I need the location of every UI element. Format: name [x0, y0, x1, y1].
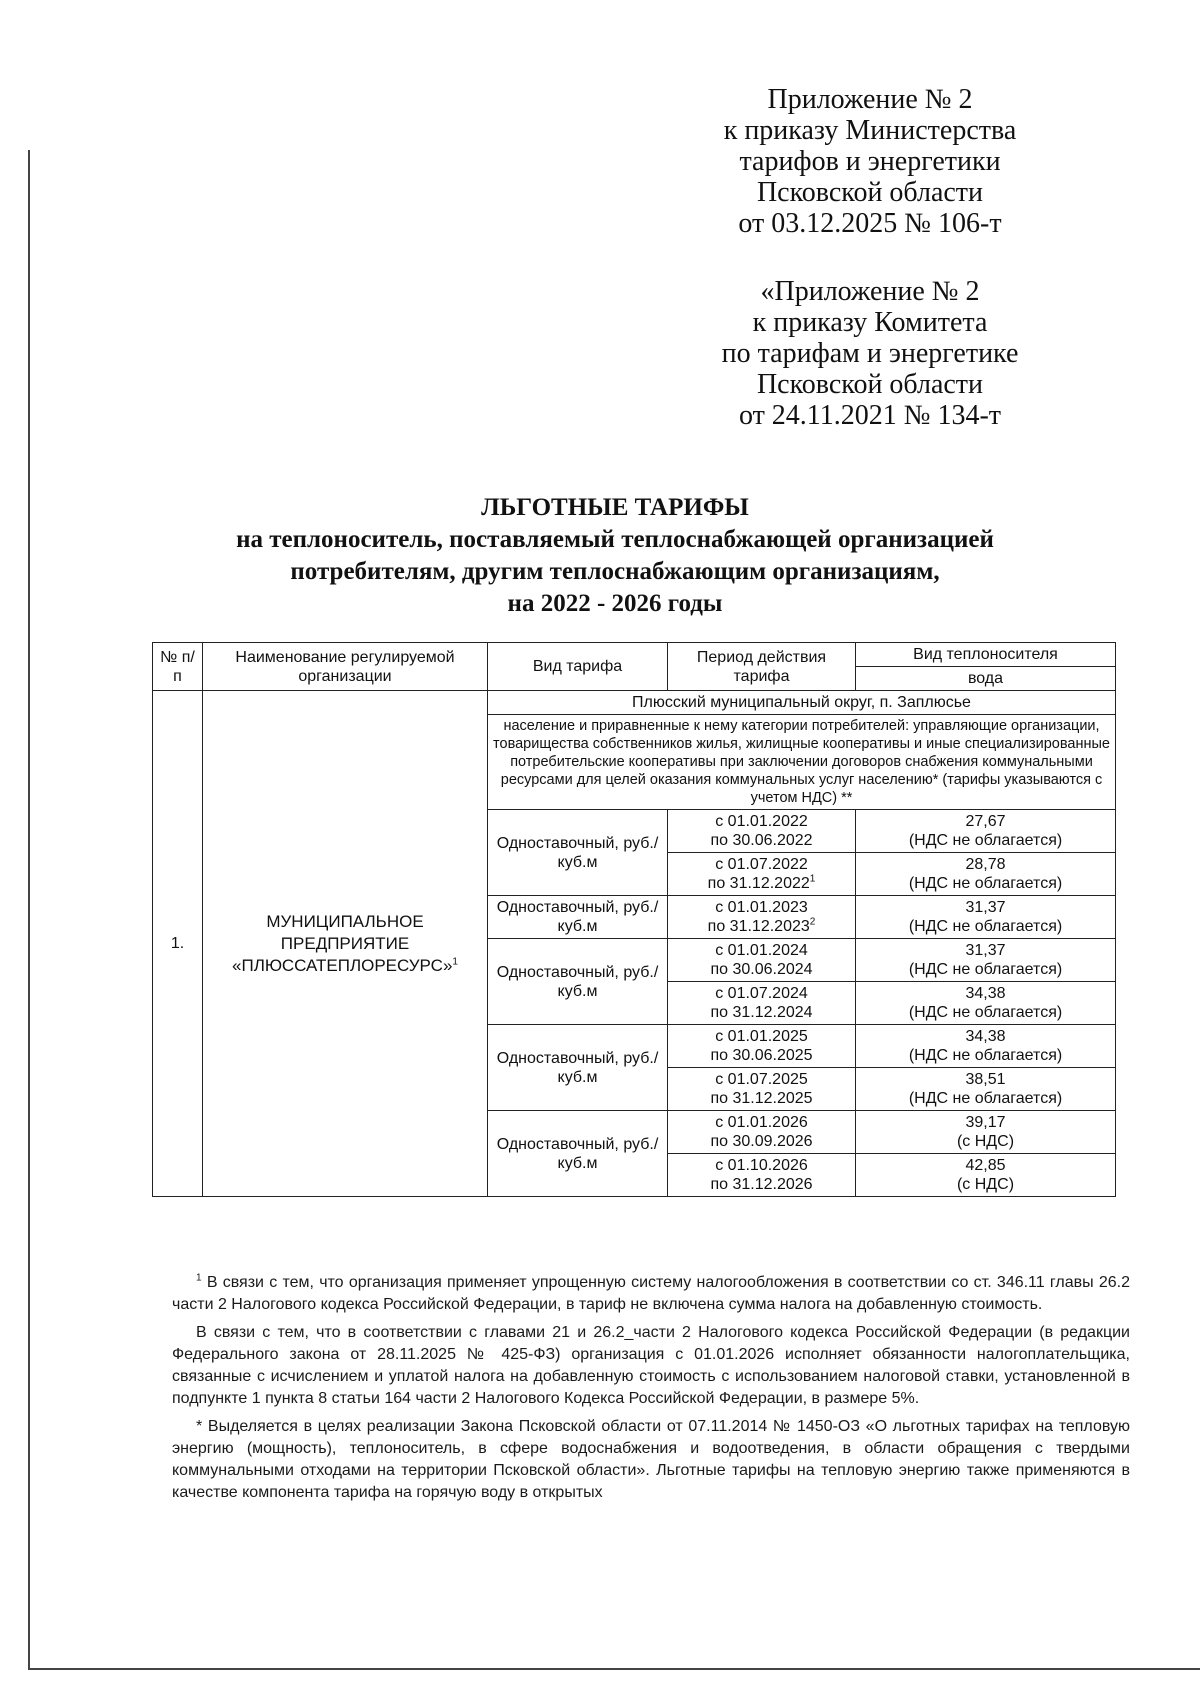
- tariff-value: 34,38: [965, 985, 1006, 1002]
- period-from: с 01.01.2023: [715, 899, 808, 916]
- footnote-star: * Выделяется в целях реализации Закона Псковской области от 07.11.2014 № 1450-ОЗ «О льготных тарифах на тепловую энергию (мощность), теплоноситель, в сфере водоснабжения и водоотведения, в области обращения с твердыми коммунальными отходами на территории Псковской области». Льготные тарифы на тепловую энергию также применяются в качестве компонента тарифа на горячую воду в открытых: [172, 1418, 1130, 1501]
- period-cell: [668, 1068, 856, 1111]
- header-carrier: Вид теплоносителя: [856, 643, 1116, 667]
- quoted-line: Псковской области: [756, 369, 984, 400]
- quoted-line: к приказу Комитета: [752, 307, 988, 338]
- value-cell: [856, 939, 1116, 982]
- period-to: по 31.12.2023: [707, 918, 810, 935]
- period-from: с 01.07.2025: [715, 1071, 808, 1088]
- value-cell: [856, 1111, 1116, 1154]
- period-to: по 30.06.2022: [710, 832, 813, 849]
- org-line: ПРЕДПРИЯТИЕ: [280, 933, 410, 953]
- period-from: с 01.10.2026: [715, 1157, 808, 1174]
- period-cell: [668, 810, 856, 853]
- period-to: по 31.12.2026: [710, 1176, 813, 1193]
- scan-border-left: [28, 150, 30, 1670]
- tariff-type-cell: Одноставочный, руб./куб.м: [488, 939, 668, 1025]
- footnote-1: [172, 1272, 1130, 1316]
- consumer-category-cell: население и приравненные к нему категории потребителей: управляющие организации, товарищества собственников жилья, жилищные кооперативы и иные специализированные потребительские кооперативы при заключении договоров снабжения коммунальными ресурсами для целей оказания коммунальных услуг населению* (тарифы указываются с учетом НДС) **: [488, 715, 1116, 810]
- quoted-appendix-header: [680, 276, 1060, 431]
- row-number: 1.: [153, 691, 203, 1197]
- vat-note: (с НДС): [956, 1176, 1015, 1193]
- header-period: Период действия тарифа: [668, 643, 856, 691]
- quoted-line: по тарифам и энергетике: [721, 338, 1019, 369]
- title-line-1: ЛЬГОТНЫЕ ТАРИФЫ: [481, 494, 749, 521]
- period-to: по 30.06.2024: [710, 961, 813, 978]
- period-footnote-mark: 1: [809, 873, 816, 885]
- value-cell: [856, 1025, 1116, 1068]
- header-org: Наименование регулируемой организации: [203, 643, 488, 691]
- vat-note: (НДС не облагается): [908, 1090, 1063, 1107]
- period-to: по 30.06.2025: [710, 1047, 813, 1064]
- period-to: по 31.12.2024: [710, 1004, 813, 1021]
- period-to: по 30.09.2026: [710, 1133, 813, 1150]
- table-header-row: [153, 643, 1116, 667]
- appendix-line: Псковской области: [756, 177, 984, 208]
- period-cell: [668, 1025, 856, 1068]
- tariff-value: 34,38: [965, 1028, 1006, 1045]
- period-cell: [668, 1111, 856, 1154]
- organization-name: [203, 691, 488, 1197]
- value-cell: [856, 896, 1116, 939]
- org-line: [207, 955, 483, 977]
- tariff-value: 38,51: [965, 1071, 1006, 1088]
- period-from: с 01.07.2024: [715, 985, 808, 1002]
- period-cell: [668, 896, 856, 939]
- period-cell: [668, 939, 856, 982]
- vat-note: (с НДС): [956, 1133, 1015, 1150]
- tariff-type-cell: Одноставочный, руб./куб.м: [488, 810, 668, 896]
- org-footnote-mark: 1: [452, 955, 458, 967]
- value-cell: [856, 810, 1116, 853]
- vat-note: (НДС не облагается): [908, 918, 1063, 935]
- period-from: с 01.01.2024: [715, 942, 808, 959]
- quoted-line: от 24.11.2021 № 134-т: [738, 400, 1002, 431]
- quoted-line: «Приложение № 2: [760, 276, 980, 307]
- vat-note: (НДС не облагается): [908, 832, 1063, 849]
- org-line: МУНИЦИПАЛЬНОЕ: [266, 911, 424, 931]
- tariff-value: 31,37: [965, 942, 1006, 959]
- period-from: с 01.01.2026: [715, 1114, 808, 1131]
- footnote-1-continuation: В связи с тем, что в соответствии с главами 21 и 26.2_части 2 Налогового кодекса Российской Федерации (в редакции Федерального закона от 28.11.2025 № 425-ФЗ) организация с 01.01.2026 исполняет обязанности налогоплательщика, связанные с исчислением и уплатой налога на добавленную стоимость с использованием налоговой ставки, установленной в подпункте 1 пункта 8 статьи 164 части 2 Налогового Кодекса Российской Федерации, в размере 5%.: [172, 1324, 1130, 1407]
- tariff-value: 39,17: [965, 1114, 1006, 1131]
- value-cell: [856, 1154, 1116, 1197]
- footnote-1-text: В связи с тем, что организация применяет упрощенную систему налогообложения в соответствии со ст. 346.11 главы 26.2 части 2 Налогового кодекса Российской Федерации, в тариф не включена сумма налога на добавленную стоимость.: [172, 1274, 1131, 1313]
- period-from: с 01.01.2025: [715, 1028, 808, 1045]
- org-line-text: «ПЛЮССАТЕПЛОРЕСУРС»: [232, 955, 453, 975]
- appendix-line: Приложение № 2: [767, 84, 973, 115]
- value-cell: [856, 982, 1116, 1025]
- appendix-header: [680, 84, 1060, 239]
- tariff-type-cell: Одноставочный, руб./куб.м: [488, 896, 668, 939]
- title-line-3: потребителям, другим теплоснабжающим организациям,: [290, 558, 940, 585]
- vat-note: (НДС не облагается): [908, 1004, 1063, 1021]
- period-cell: [668, 853, 856, 896]
- tariff-type-cell: Одноставочный, руб./куб.м: [488, 1025, 668, 1111]
- title-line-4: на 2022 - 2026 годы: [507, 590, 723, 617]
- tariff-table: [152, 642, 1116, 1197]
- table-row: [153, 691, 1116, 715]
- period-cell: [668, 982, 856, 1025]
- period-cell: [668, 1154, 856, 1197]
- vat-note: (НДС не облагается): [908, 1047, 1063, 1064]
- tariff-value: 31,37: [965, 899, 1006, 916]
- tariff-type-cell: Одноставочный, руб./куб.м: [488, 1111, 668, 1197]
- scan-border-bottom: [28, 1668, 1200, 1670]
- period-from: с 01.07.2022: [715, 856, 808, 873]
- header-tariff-type: Вид тарифа: [488, 643, 668, 691]
- appendix-line: к приказу Министерства: [723, 115, 1017, 146]
- vat-note: (НДС не облагается): [908, 961, 1063, 978]
- location-cell: Плюсский муниципальный округ, п. Заплюсье: [488, 691, 1116, 715]
- header-water: вода: [856, 667, 1116, 691]
- tariff-value: 42,85: [965, 1157, 1006, 1174]
- appendix-line: от 03.12.2025 № 106-т: [738, 208, 1002, 239]
- period-from: с 01.01.2022: [715, 813, 808, 830]
- value-cell: [856, 1068, 1116, 1111]
- value-cell: [856, 853, 1116, 896]
- header-num: № п/п: [153, 643, 203, 691]
- title-line-2: на теплоноситель, поставляемый теплоснабжающей организацией: [236, 526, 994, 553]
- period-to: по 31.12.2022: [707, 875, 810, 892]
- footnote-1-mark: 1: [196, 1272, 202, 1284]
- vat-note: (НДС не облагается): [908, 875, 1063, 892]
- appendix-line: тарифов и энергетики: [739, 146, 1001, 177]
- footnotes: [172, 1272, 1130, 1510]
- period-footnote-mark: 2: [809, 916, 816, 928]
- tariff-value: 28,78: [965, 856, 1006, 873]
- document-title: [150, 492, 1080, 620]
- tariff-value: 27,67: [965, 813, 1006, 830]
- period-to: по 31.12.2025: [710, 1090, 813, 1107]
